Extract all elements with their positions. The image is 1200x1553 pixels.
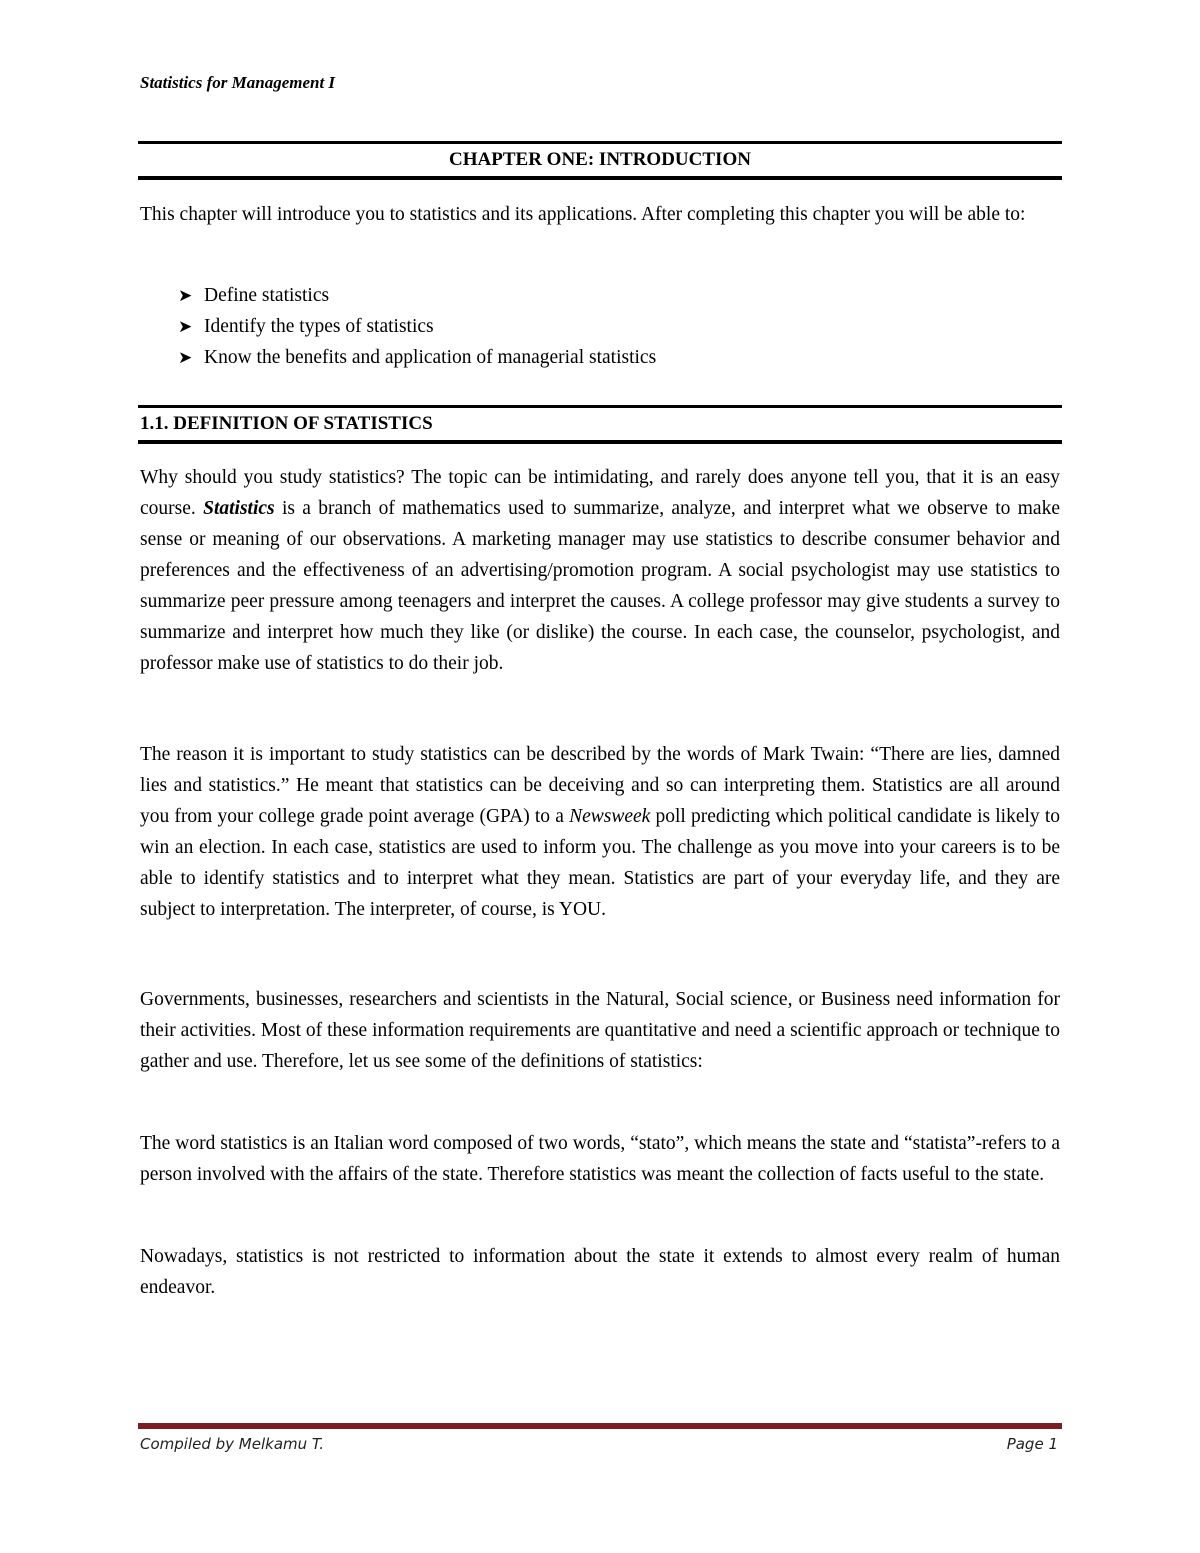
paragraph-mark-twain — [140, 739, 1060, 925]
footer-rule — [138, 1423, 1062, 1429]
section-bottom-rule — [138, 440, 1062, 444]
section-title: 1.1. DEFINITION OF STATISTICS — [140, 413, 433, 434]
objective-text: Identify the types of statistics — [204, 316, 434, 337]
list-item — [178, 342, 656, 373]
emphasis-term: Statistics — [203, 498, 275, 519]
list-item — [178, 311, 656, 342]
footer-author: Compiled by Melkamu T. — [140, 1435, 325, 1453]
section-top-rule — [138, 405, 1062, 408]
chapter-top-rule — [138, 141, 1062, 144]
chapter-title: CHAPTER ONE: INTRODUCTION — [449, 149, 751, 170]
chapter-bottom-rule — [138, 176, 1062, 180]
arrowhead-bullet-icon: ➤ — [178, 286, 193, 305]
objective-text: Know the benefits and application of managerial statistics — [204, 347, 657, 368]
objectives-list — [178, 280, 656, 373]
list-item — [178, 280, 656, 311]
paragraph-text: The reason it is important to study statistics can be described by the words of Mark Twain: “There are lies, damned lies and statistics.” He meant that statistics can be deceiving and so can interpreting them. Statistics are all around you from your college grade point average (GPA) to a — [140, 744, 1060, 827]
paragraph-nowadays: Nowadays, statistics is not restricted to information about the state it extends to almost every realm of human endeavor. — [140, 1246, 1060, 1298]
arrowhead-bullet-icon: ➤ — [178, 317, 193, 336]
paragraph-text: Why should you study statistics? The topic can be intimidating, and rarely does anyone tell you, that it is an easy course. — [140, 467, 1060, 519]
footer-page-number: Page 1 — [1006, 1435, 1058, 1453]
running-header: Statistics for Management I — [140, 73, 336, 92]
paragraph-word-origin: The word statistics is an Italian word composed of two words, “stato”, which means the state and “statista”-refers to a person involved with the affairs of the state. Therefore statistics was meant the collection of facts useful to the state. — [140, 1133, 1060, 1185]
objective-text: Define statistics — [204, 285, 330, 306]
paragraph-text: poll predicting which political candidate is likely to win an election. In each case, statistics are used to inform you. The challenge as you move into your careers is to be able to identify statistics and to interpret what they mean. Statistics are part of your everyday life, and they are subject to interpretation. The interpreter, of course, is YOU. — [140, 806, 1061, 920]
arrowhead-bullet-icon: ➤ — [178, 348, 193, 367]
paragraph-information-needs: Governments, businesses, researchers and scientists in the Natural, Social science, or Business need information for their activities. Most of these information requirements are quantitative and need a scientific approach or technique to gather and use. Therefore, let us see some of the definitions of statistics: — [140, 989, 1060, 1072]
paragraph-why-study — [140, 462, 1060, 679]
emphasis-term: Newsweek — [569, 806, 651, 827]
chapter-intro: This chapter will introduce you to statistics and its applications. After completing this chapter you will be able to: — [140, 204, 1026, 225]
paragraph-text: is a branch of mathematics used to summarize, analyze, and interpret what we observe to make sense or meaning of our observations. A marketing manager may use statistics to describe consumer behavior and preferences and the effectiveness of an advertising/promotion program. A social psychologist may use statistics to summarize peer pressure among teenagers and interpret the causes. A college professor may give students a survey to summarize and interpret how much they like (or dislike) the course. In each case, the counselor, psychologist, and professor make use of statistics to do their job. — [140, 498, 1060, 674]
